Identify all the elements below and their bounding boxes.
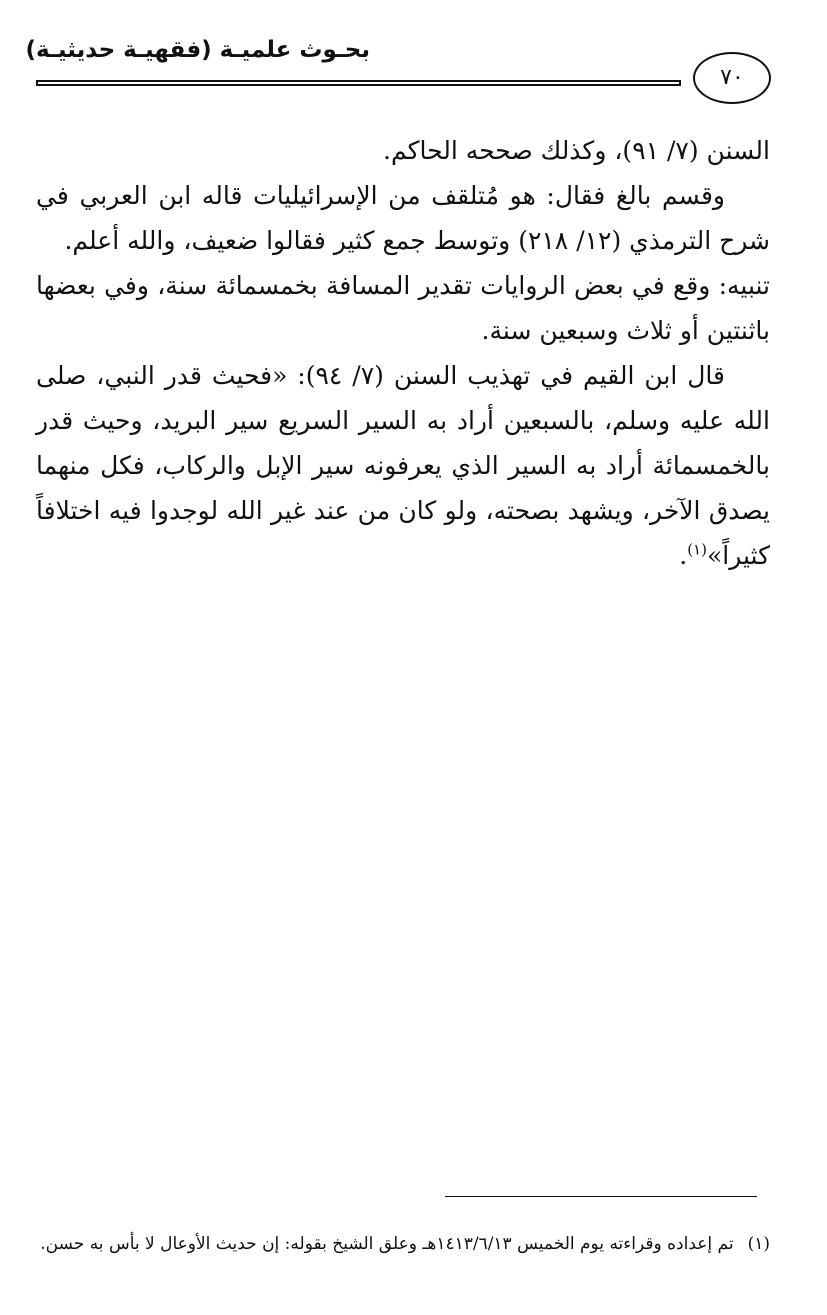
paragraph-4-period: .	[679, 541, 688, 570]
footnote-number: (١)	[747, 1234, 770, 1254]
header-double-rule	[36, 80, 681, 86]
main-text	[36, 128, 770, 578]
paragraph-4-text: قال ابن القيم في تهذيب السنن (٧/ ٩٤): «فحيث قدر النبي، صلى الله عليه وسلم، بالسبعين أراد به السير السريع سير البريد، وحيث قدر بالخمسمائة أراد به السير الذي يعرفونه سير الإبل والركاب، فكل منهما يصدق الآخر، ويشهد بصحته، ولو كان من عند غير الله لوجدوا فيه اختلافاً كثيراً»	[36, 361, 770, 570]
page-number-badge: ٧٠	[693, 52, 771, 104]
paragraph-2: وقسم بالغ فقال: هو مُتلقف من الإسرائيليات قاله ابن العربي في شرح الترمذي (١٢/ ٢١٨) وتوسط جمع كثير فقالوا ضعيف، والله أعلم.	[36, 181, 770, 255]
paragraph-4	[36, 353, 770, 578]
paragraph-1: السنن (٧/ ٩١)، وكذلك صححه الحاكم.	[383, 136, 770, 165]
footnote	[36, 1230, 770, 1259]
running-header-title: بحـوث علميـة (فقهيـة حديثيـة)	[25, 37, 370, 63]
footnote-reference-marker: (١)	[687, 540, 707, 559]
footnote-separator	[445, 1196, 757, 1197]
paragraph-3: تنبيه: وقع في بعض الروايات تقدير المسافة بخمسمائة سنة، وفي بعضها باثنتين أو ثلاث وسبعين سنة.	[36, 271, 770, 345]
footnote-text: تم إعداده وقراءته يوم الخميس ١٤١٣/٦/١٣هـ وعلق الشيخ بقوله: إن حديث الأوعال لا بأس به حسن.	[40, 1234, 734, 1254]
